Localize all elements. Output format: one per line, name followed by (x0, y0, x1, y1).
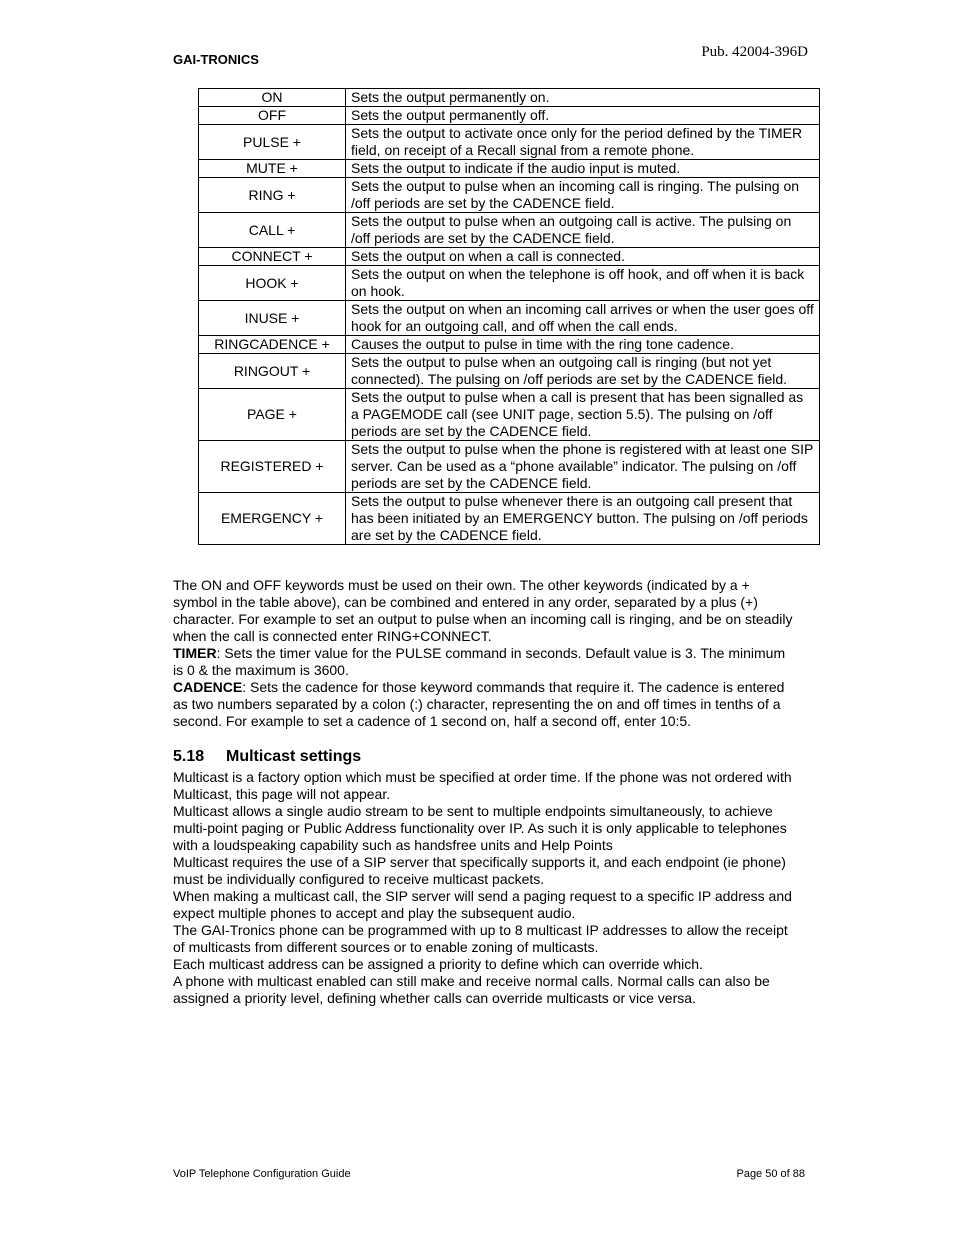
description-cell: Sets the output to pulse when a call is present that has been signalled as a PAGEMODE call (see UNIT page, section 5.5). The pulsing on /off periods are set by the CADENCE field. (346, 389, 820, 441)
table-row (199, 213, 820, 248)
description-cell: Sets the output to pulse when an outgoing call is ringing (but not yet connected). The pulsing on /off periods are set by the CADENCE field. (346, 354, 820, 389)
section-heading (173, 748, 793, 765)
keyword-cell: RINGOUT + (199, 354, 346, 389)
table-row (199, 107, 820, 125)
table-row (199, 354, 820, 389)
section-title: Multicast settings (226, 748, 362, 765)
section-paragraph: Multicast allows a single audio stream to be sent to multiple endpoints simultaneously, to achieve multi-point paging or Public Address functionality over IP. As such it is only applicable to telephones with a loudspeaking capability such as handsfree units and Help Points (173, 803, 787, 853)
description-cell: Sets the output to pulse when an incoming call is ringing. The pulsing on /off periods are set by the CADENCE field. (346, 178, 820, 213)
description-cell: Causes the output to pulse in time with the ring tone cadence. (346, 336, 820, 354)
keyword-cell: CONNECT + (199, 248, 346, 266)
footer-title: VoIP Telephone Configuration Guide (173, 1168, 351, 1180)
body-text (173, 577, 793, 1007)
table-row (199, 441, 820, 493)
keyword-cell: RINGCADENCE + (199, 336, 346, 354)
section-paragraph: Multicast is a factory option which must be specified at order time. If the phone was not ordered with Multicast, this page will not appear. (173, 769, 792, 802)
cadence-label: CADENCE (173, 679, 243, 695)
description-cell: Sets the output permanently on. (346, 89, 820, 107)
keyword-cell: RING + (199, 178, 346, 213)
description-cell: Sets the output on when the telephone is off hook, and off when it is back on hook. (346, 266, 820, 301)
section-paragraph: A phone with multicast enabled can still make and receive normal calls. Normal calls can also be assigned a priority level, defining whether calls can override multicasts or vice versa. (173, 973, 770, 1006)
section-paragraph: The GAI-Tronics phone can be programmed with up to 8 multicast IP addresses to allow the receipt of multicasts from different sources or to enable zoning of multicasts. (173, 922, 788, 955)
keyword-cell: PULSE + (199, 125, 346, 160)
table-row (199, 248, 820, 266)
timer-label: TIMER (173, 645, 217, 661)
timer-text: : Sets the timer value for the PULSE command in seconds. Default value is 3. The minimum is 0 & the maximum is 3600. (173, 645, 786, 678)
keyword-table (198, 88, 820, 545)
keywords-note: The ON and OFF keywords must be used on their own. The other keywords (indicated by a + symbol in the table above), can be combined and entered in any order, separated by a plus (+) character. For example to set an output to pulse when an incoming call is ringing, and be on steadily when the call is connected enter RING+CONNECT. (173, 577, 793, 644)
cadence-paragraph (173, 679, 793, 730)
description-cell: Sets the output on when a call is connected. (346, 248, 820, 266)
keyword-cell: REGISTERED + (199, 441, 346, 493)
table-row (199, 301, 820, 336)
table-row (199, 266, 820, 301)
cadence-text: : Sets the cadence for those keyword commands that require it. The cadence is entered as two numbers separated by a colon (:) character, representing the on and off times in tenths of a second. For example to set a cadence of 1 second on, half a second off, enter 10:5. (173, 679, 785, 729)
description-cell: Sets the output to activate once only for the period defined by the TIMER field, on receipt of a Recall signal from a remote phone. (346, 125, 820, 160)
keyword-cell: EMERGENCY + (199, 493, 346, 545)
publication-number: Pub. 42004-396D (701, 44, 808, 60)
keyword-cell: OFF (199, 107, 346, 125)
keyword-cell: ON (199, 89, 346, 107)
company-header: GAI-TRONICS (173, 52, 259, 67)
table-row (199, 125, 820, 160)
table-row (199, 160, 820, 178)
description-cell: Sets the output to pulse when an outgoing call is active. The pulsing on /off periods are set by the CADENCE field. (346, 213, 820, 248)
section-paragraph: When making a multicast call, the SIP server will send a paging request to a specific IP address and expect multiple phones to accept and play the subsequent audio. (173, 888, 792, 921)
keyword-cell: PAGE + (199, 389, 346, 441)
section-number: 5.18 (173, 748, 205, 765)
keyword-cell: MUTE + (199, 160, 346, 178)
description-cell: Sets the output to indicate if the audio input is muted. (346, 160, 820, 178)
table-row (199, 178, 820, 213)
keyword-cell: CALL + (199, 213, 346, 248)
timer-paragraph (173, 645, 793, 679)
description-cell: Sets the output to pulse whenever there is an outgoing call present that has been initiated by an EMERGENCY button. The pulsing on /off periods are set by the CADENCE field. (346, 493, 820, 545)
table-row (199, 493, 820, 545)
description-cell: Sets the output permanently off. (346, 107, 820, 125)
page-number: Page 50 of 88 (736, 1168, 805, 1180)
keyword-cell: INUSE + (199, 301, 346, 336)
table-row (199, 336, 820, 354)
table-row (199, 389, 820, 441)
table-row (199, 89, 820, 107)
section-paragraph: Multicast requires the use of a SIP server that specifically supports it, and each endpoint (ie phone) must be individually configured to receive multicast packets. (173, 854, 786, 887)
keyword-cell: HOOK + (199, 266, 346, 301)
description-cell: Sets the output to pulse when the phone is registered with at least one SIP server. Can be used as a “phone available” indicator. The pulsing on /off periods are set by the CADENCE field. (346, 441, 820, 493)
description-cell: Sets the output on when an incoming call arrives or when the user goes off hook for an outgoing call, and off when the call ends. (346, 301, 820, 336)
section-paragraph: Each multicast address can be assigned a priority to define which can override which. (173, 956, 703, 972)
